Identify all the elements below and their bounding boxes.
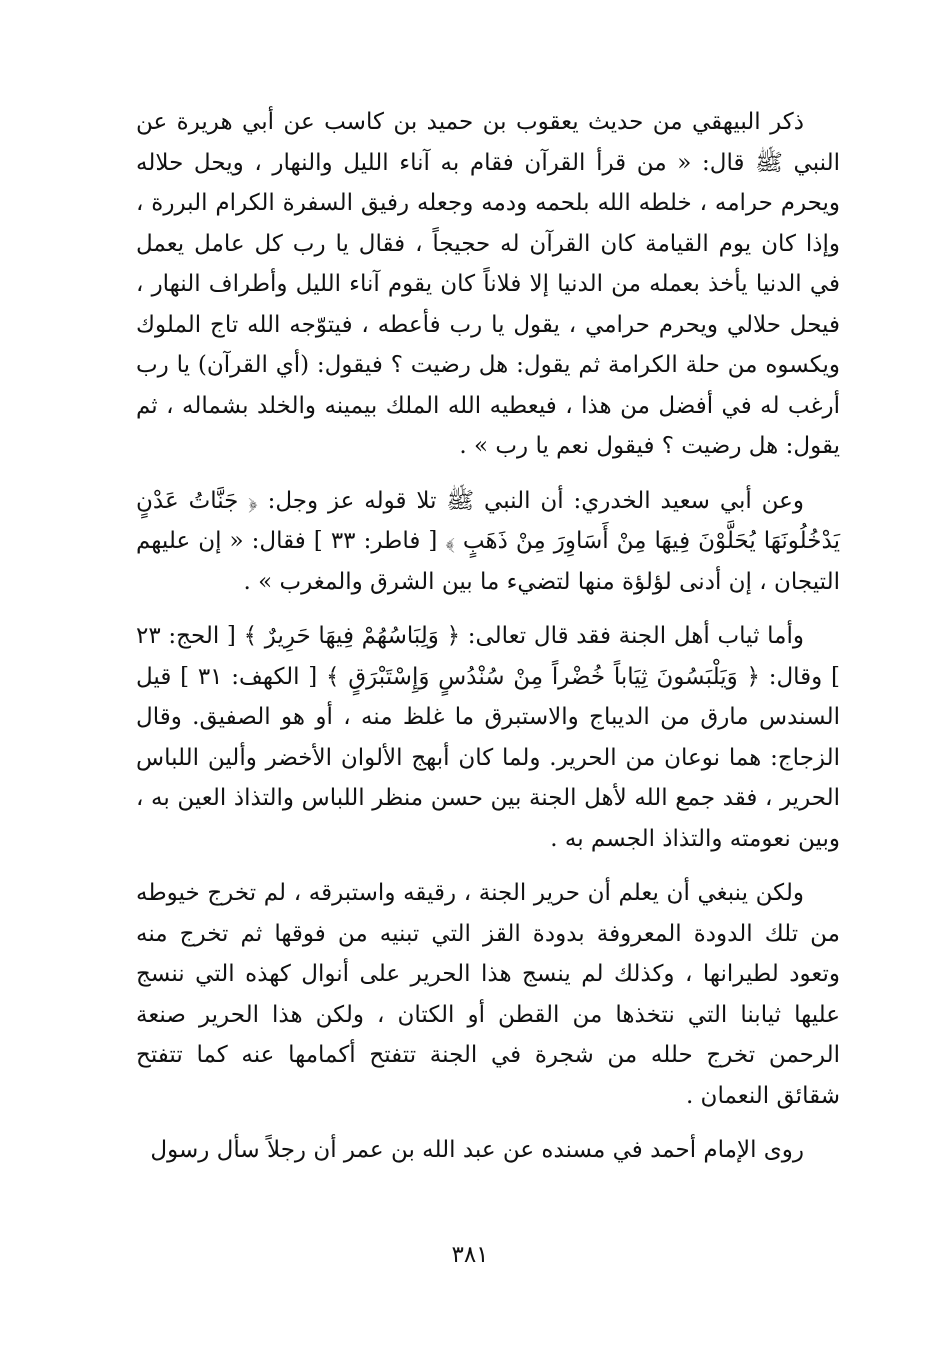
paragraph-ahmad: روى الإمام أحمد في مسنده عن عبد الله بن عمر أن رجلاً سأل رسول xyxy=(150,1137,804,1163)
paragraph-abu-said: وعن أبي سعيد الخدري: أن النبي ﷺ تلا قوله عز وجل: ﴿ جَنَّاتُ عَدْنٍ يَدْخُلُونَهَا يُحَلَّوْنَ فِيهَا مِنْ أَسَاوِرَ مِنْ ذَهَبٍ ﴾ [ فاطر: ٣٣ ] فقال: « إن عليهم التيجان ، إن أدنى لؤلؤة منها لتضيء ما بين الشرق والمغرب » . xyxy=(136,487,840,595)
paragraph-silk: ولكن ينبغي أن يعلم أن حرير الجنة ، رقيقه واستبرقه ، لم تخرج خيوطه من تلك الدودة المعروفة بدودة القز التي تبنيه من فوقها ثم تخرج منه وتعود لطيرانها ، وكذلك لم ينسج هذا الحرير على أنوال كهذه التي ننسج عليها ثيابنا التي نتخذها من القطن أو الكتان ، ولكن هذا الحرير صنعة الرحمن تخرج حلله من شجرة في الجنة تتفتح أكمامها عنه كما تتفتح شقائق النعمان . xyxy=(136,880,840,1109)
paragraph-clothes: وأما ثياب أهل الجنة فقد قال تعالى: ﴿ وَلِبَاسُهُمْ فِيهَا حَرِيرٌ ﴾ [ الحج: ٢٣ ] وقال: ﴿ وَيَلْبَسُونَ ثِيَاباً خُضْراً مِنْ سُنْدُسٍ وَإِسْتَبْرَقٍ ﴾ [ الكهف: ٣١ ] قيل السندس مارق من الديباج والاستبرق ما غلظ منه ، أو هو الصفيق. وقال الزجاج: هما نوعان من الحرير. ولما كان أبهج الألوان الأخضر وألين اللباس الحرير ، فقد جمع الله لأهل الجنة بين حسن منظر اللباس والتذاذ العين به ، وبين نعومته والتذاذ الجسم به . xyxy=(136,623,840,852)
body-text xyxy=(136,102,840,1171)
paragraph-hadith-quran: ذكر البيهقي من حديث يعقوب بن حميد بن كاسب عن أبي هريرة عن النبي ﷺ قال: « من قرأ القرآن فقام به آناء الليل والنهار ، ويحل حلاله ويحرم حرامه ، خلطه الله بلحمه ودمه وجعله رفيق السفرة الكرام البررة ، وإذا كان يوم القيامة كان القرآن له حجيجاً ، فقال يا رب كل عامل يعمل في الدنيا يأخذ بعمله من الدنيا إلا فلاناً كان يقوم آناء الليل وأطراف النهار ، فيحل حلالي ويحرم حرامي ، يقول يا رب فأعطه ، فيتوّجه الله تاج الملوك ويكسوه من حلة الكرامة ثم يقول: هل رضيت ؟ فيقول: (أي القرآن) يا رب أرغب له في أفضل من هذا ، فيعطيه الله الملك بيمينه والخلد بشماله ، ثم يقول: هل رضيت ؟ فيقول نعم يا رب » . xyxy=(136,109,840,459)
page-number: ٣٨١ xyxy=(451,1242,489,1268)
